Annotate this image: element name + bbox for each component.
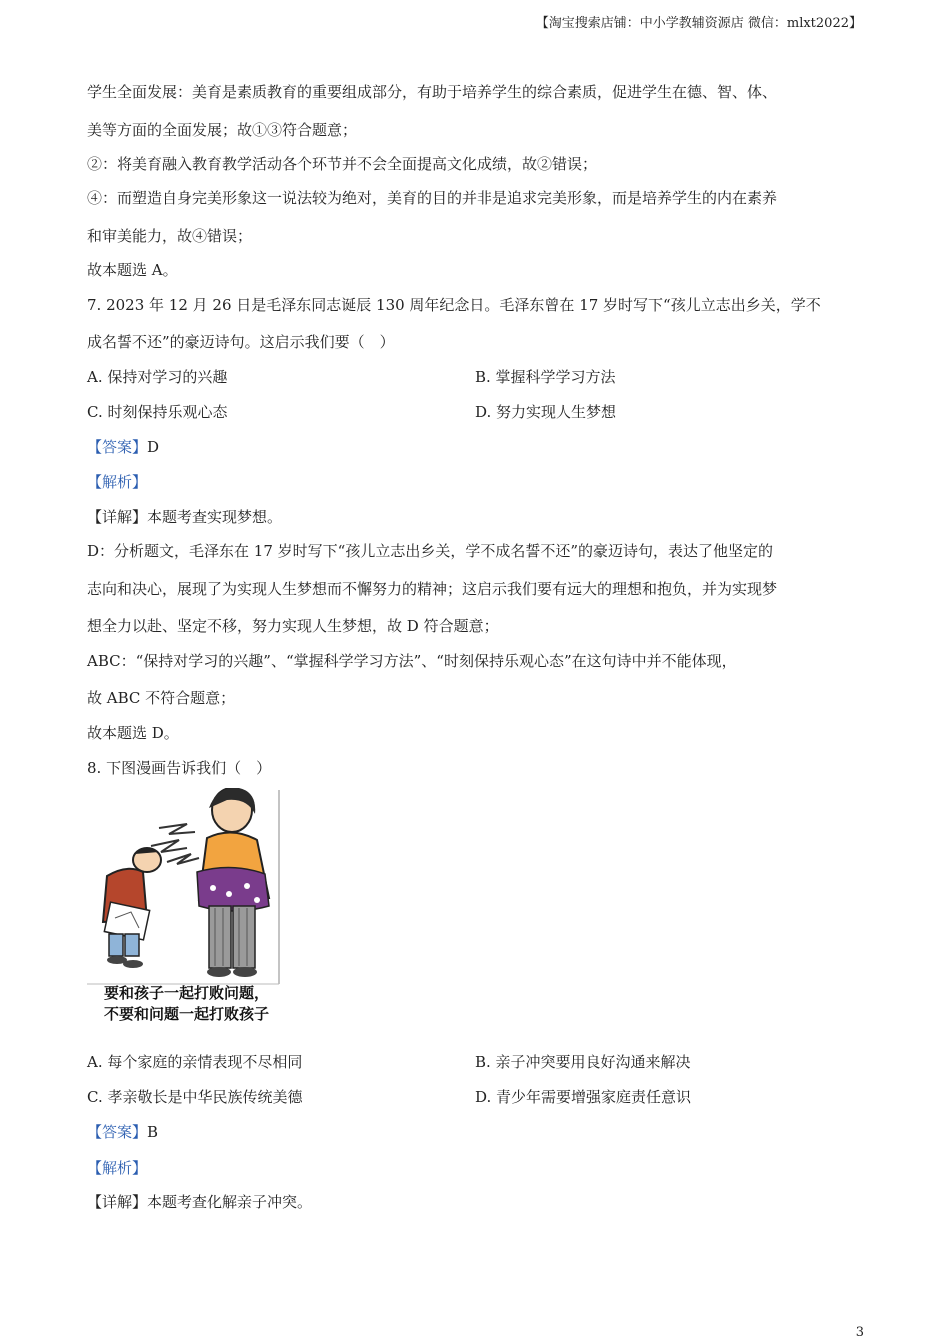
answer-tag: 【答案】 <box>87 1123 148 1141</box>
cartoon-caption-line-1: 要和孩子一起打败问题， <box>104 984 270 1002</box>
text-line: 想全力以赴、坚定不移，努力实现人生梦想，故 D 符合题意； <box>87 617 499 635</box>
text-line: D：分析题文，毛泽东在 17 岁时写下“孩儿立志出乡关，学不成名誓不还”的豪迈诗句，表达了他坚定的 <box>87 542 773 560</box>
answer-value: D <box>147 438 160 456</box>
text-line: 故本题选 A。 <box>87 261 178 279</box>
q7-detail: 【详解】本题考查实现梦想。 <box>87 508 283 526</box>
q8-analysis-tag: 【解析】 <box>87 1159 148 1177</box>
q8-option-b: B. 亲子冲突要用良好沟通来解决 <box>475 1053 691 1071</box>
text-line: ④：而塑造自身完美形象这一说法较为绝对，美育的目的并非是追求完美形象，而是培养学生的内在素养 <box>87 189 778 207</box>
text-line: 故本题选 D。 <box>87 724 179 742</box>
cartoon-caption-line-2: 不要和问题一起打败孩子 <box>104 1005 270 1023</box>
q8-option-a: A. 每个家庭的亲情表现不尽相同 <box>87 1053 303 1071</box>
page-header: 【淘宝搜索店铺：中小学教辅资源店 微信：mlxt2022】 <box>535 16 862 31</box>
q8-option-d: D. 青少年需要增强家庭责任意识 <box>475 1088 692 1106</box>
q8-answer <box>87 1123 158 1141</box>
q8-stem: 8. 下图漫画告诉我们（ ） <box>87 759 272 777</box>
text-line: 学生全面发展：美育是素质教育的重要组成部分，有助于培养学生的综合素质，促进学生在德、智、体、 <box>87 83 778 101</box>
q8-option-c: C. 孝亲敬长是中华民族传统美德 <box>87 1088 303 1106</box>
q7-answer <box>87 438 159 456</box>
q7-option-b: B. 掌握科学学习方法 <box>475 368 616 386</box>
text-line: 故 ABC 不符合题意； <box>87 689 236 707</box>
q8-detail: 【详解】本题考查化解亲子冲突。 <box>87 1193 313 1211</box>
q7-option-a: A. 保持对学习的兴趣 <box>87 368 228 386</box>
text-line: 志向和决心，展现了为实现人生梦想而不懈努力的精神；这启示我们要有远大的理想和抱负，并为实现梦 <box>87 580 778 598</box>
q7-stem: 7. 2023 年 12 月 26 日是毛泽东同志诞辰 130 周年纪念日。毛泽东曾在 17 岁时写下“孩儿立志出乡关，学不 <box>87 296 821 314</box>
q7-stem: 成名誓不还”的豪迈诗句。这启示我们要（ ） <box>87 333 395 351</box>
text-line: 美等方面的全面发展；故①③符合题意； <box>87 121 358 139</box>
answer-tag: 【答案】 <box>87 438 148 456</box>
text-line: 和审美能力，故④错误； <box>87 227 253 245</box>
q7-option-c: C. 时刻保持乐观心态 <box>87 403 228 421</box>
q7-option-d: D. 努力实现人生梦想 <box>475 403 617 421</box>
text-line: ABC：“保持对学习的兴趣”、“掌握科学学习方法”、“时刻保持乐观心态”在这句诗中并不能体现， <box>87 652 737 670</box>
page-number: 3 <box>855 1325 864 1340</box>
text-line: ②：将美育融入教育教学活动各个环节并不会全面提高文化成绩，故②错误； <box>87 155 598 173</box>
q7-analysis-tag: 【解析】 <box>87 473 148 491</box>
answer-value: B <box>147 1123 159 1141</box>
